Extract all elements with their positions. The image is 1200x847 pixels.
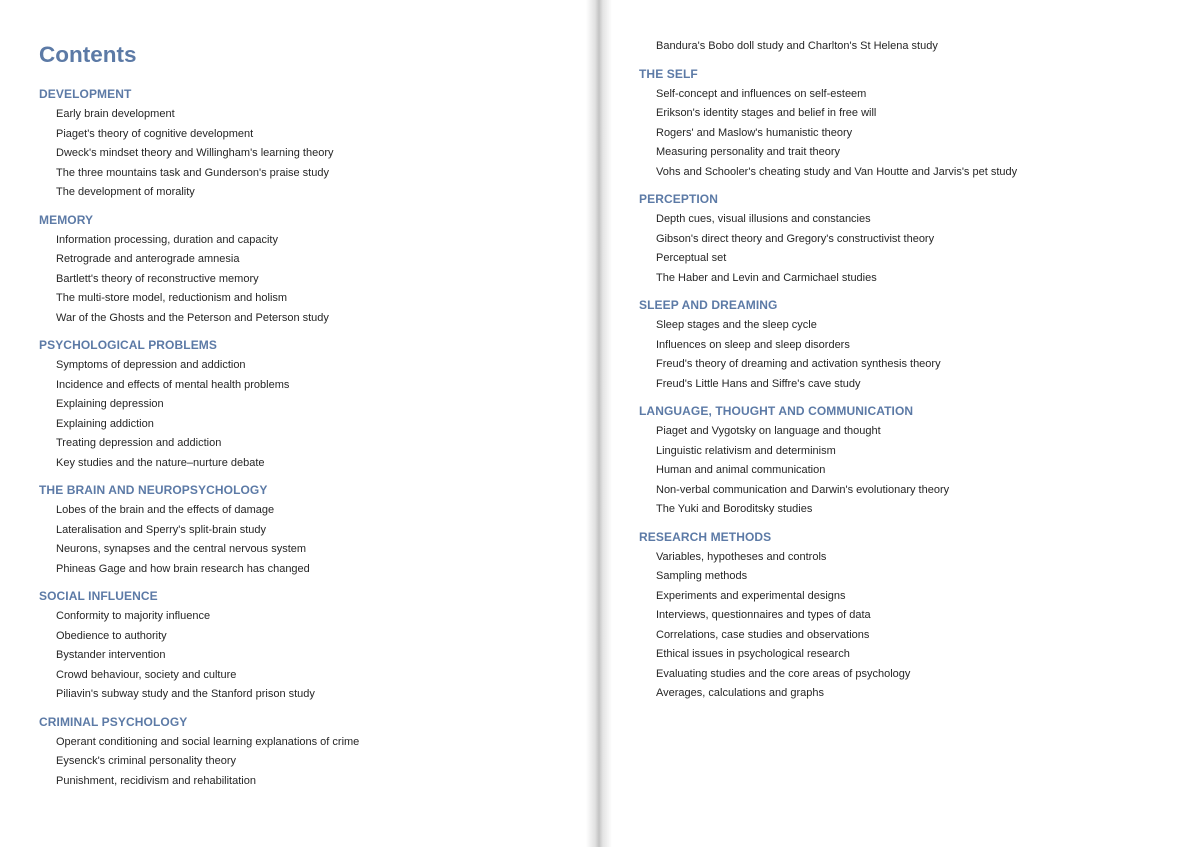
toc-entry[interactable]: Freud's Little Hans and Siffre's cave study xyxy=(656,377,861,390)
toc-entry[interactable]: Piaget and Vygotsky on language and thought xyxy=(656,425,881,437)
toc-entry[interactable]: Incidence and effects of mental health problems xyxy=(56,378,290,391)
toc-entry[interactable]: Retrograde and anterograde amnesia xyxy=(56,253,240,265)
toc-entry[interactable]: The development of morality xyxy=(56,186,195,198)
toc-entry[interactable]: Sampling methods xyxy=(656,570,748,582)
section-heading: THE SELF xyxy=(639,66,698,81)
toc-entry[interactable]: Correlations, case studies and observations xyxy=(656,628,870,641)
section-heading: THE BRAIN AND NEUROPSYCHOLOGY xyxy=(39,483,268,497)
toc-entry[interactable]: Rogers' and Maslow's humanistic theory xyxy=(656,126,853,139)
toc-entry[interactable]: Conformity to majority influence xyxy=(56,610,211,622)
toc-entry[interactable]: Symptoms of depression and addiction xyxy=(56,359,246,371)
toc-entry[interactable]: Treating depression and addiction xyxy=(56,437,222,449)
toc-entry[interactable]: Ethical issues in psychological research xyxy=(656,648,850,660)
toc-entry[interactable]: The Yuki and Boroditsky studies xyxy=(656,503,813,515)
toc-entry[interactable]: Punishment, recidivism and rehabilitation xyxy=(56,774,256,787)
left-page xyxy=(0,0,592,847)
toc-entry[interactable]: Gibson's direct theory and Gregory's constructivist theory xyxy=(656,232,935,245)
section-heading: DEVELOPMENT xyxy=(39,87,132,101)
toc-entry[interactable]: Non-verbal communication and Darwin's evolutionary theory xyxy=(656,483,950,496)
toc-entry[interactable]: Interviews, questionnaires and types of data xyxy=(656,609,871,621)
toc-entry[interactable]: Bartlett's theory of reconstructive memory xyxy=(56,272,259,285)
toc-entry[interactable]: Lateralisation and Sperry's split-brain study xyxy=(56,523,266,536)
toc-entry[interactable]: Eysenck's criminal personality theory xyxy=(56,755,237,767)
toc-entry[interactable]: Piliavin's subway study and the Stanford prison study xyxy=(56,688,315,700)
section-heading: RESEARCH METHODS xyxy=(639,529,772,544)
toc-entry[interactable]: Lobes of the brain and the effects of damage xyxy=(56,504,275,516)
section-heading: SLEEP AND DREAMING xyxy=(639,298,778,312)
toc-entry[interactable]: Vohs and Schooler's cheating study and Van Houtte and Jarvis's pet study xyxy=(656,165,1018,178)
toc-section xyxy=(639,403,1017,520)
toc-section xyxy=(39,337,359,473)
toc-section xyxy=(39,86,359,203)
toc-entry[interactable]: Dweck's mindset theory and Willingham's learning theory xyxy=(56,147,334,159)
toc-entry[interactable]: War of the Ghosts and the Peterson and Peterson study xyxy=(56,311,329,324)
toc-entry[interactable]: Human and animal communication xyxy=(656,464,826,476)
toc-section xyxy=(39,714,359,792)
page-title: Contents xyxy=(39,42,137,67)
toc-entry[interactable]: Crowd behaviour, society and culture xyxy=(56,668,237,681)
toc-entry[interactable]: Variables, hypotheses and controls xyxy=(656,550,827,563)
section-heading: CRIMINAL PSYCHOLOGY xyxy=(39,714,188,729)
toc-entry[interactable]: Phineas Gage and how brain research has changed xyxy=(56,562,310,575)
toc-section xyxy=(39,588,359,705)
toc-entry[interactable]: Explaining addiction xyxy=(56,417,154,430)
right-page xyxy=(608,0,1200,847)
toc-section xyxy=(639,297,1017,394)
toc-entry[interactable]: Measuring personality and trait theory xyxy=(656,146,841,158)
left-contents-column xyxy=(39,86,359,800)
toc-entry[interactable]: Freud's theory of dreaming and activation synthesis theory xyxy=(656,358,941,370)
toc-section-continued xyxy=(639,37,1017,57)
toc-entry[interactable]: Experiments and experimental designs xyxy=(656,589,846,602)
toc-entry[interactable]: Erikson's identity stages and belief in free will xyxy=(656,107,877,119)
toc-entry[interactable]: Depth cues, visual illusions and constancies xyxy=(656,213,871,225)
toc-entry[interactable]: Influences on sleep and sleep disorders xyxy=(656,338,850,351)
section-heading: SOCIAL INFLUENCE xyxy=(39,589,158,603)
toc-entry[interactable]: Self-concept and influences on self-esteem xyxy=(656,87,867,100)
toc-section xyxy=(639,529,1017,704)
toc-entry[interactable]: The three mountains task and Gunderson's praise study xyxy=(56,166,329,179)
section-heading: PERCEPTION xyxy=(639,192,719,206)
toc-entry[interactable]: Piaget's theory of cognitive development xyxy=(56,127,254,140)
toc-entry[interactable]: Averages, calculations and graphs xyxy=(656,687,824,699)
section-heading: LANGUAGE, THOUGHT AND COMMUNICATION xyxy=(639,404,914,418)
toc-entry[interactable]: Perceptual set xyxy=(656,252,727,264)
toc-entry[interactable]: Bystander intervention xyxy=(56,649,166,661)
right-contents-column xyxy=(639,37,1017,713)
toc-entry[interactable]: The multi-store model, reductionism and holism xyxy=(56,292,288,304)
toc-entry[interactable]: Key studies and the nature–nurture debate xyxy=(56,456,265,469)
toc-entry[interactable]: The Haber and Levin and Carmichael studies xyxy=(656,271,877,284)
toc-entry[interactable]: Information processing, duration and capacity xyxy=(56,233,278,246)
toc-entry[interactable]: Bandura's Bobo doll study and Charlton's St Helena study xyxy=(656,40,938,52)
toc-entry[interactable]: Linguistic relativism and determinism xyxy=(656,444,836,457)
toc-entry[interactable]: Early brain development xyxy=(56,108,175,120)
toc-entry[interactable]: Operant conditioning and social learning explanations of crime xyxy=(56,735,360,748)
toc-section xyxy=(639,66,1017,183)
section-heading: MEMORY xyxy=(39,212,94,227)
toc-entry[interactable]: Evaluating studies and the core areas of psychology xyxy=(656,667,911,680)
toc-section xyxy=(639,191,1017,288)
toc-section xyxy=(39,212,359,329)
toc-section xyxy=(39,482,359,579)
toc-entry[interactable]: Obedience to authority xyxy=(56,629,167,642)
section-heading: PSYCHOLOGICAL PROBLEMS xyxy=(39,338,217,352)
toc-entry[interactable]: Explaining depression xyxy=(56,398,164,410)
toc-entry[interactable]: Neurons, synapses and the central nervous system xyxy=(56,543,307,555)
toc-entry[interactable]: Sleep stages and the sleep cycle xyxy=(656,319,817,331)
